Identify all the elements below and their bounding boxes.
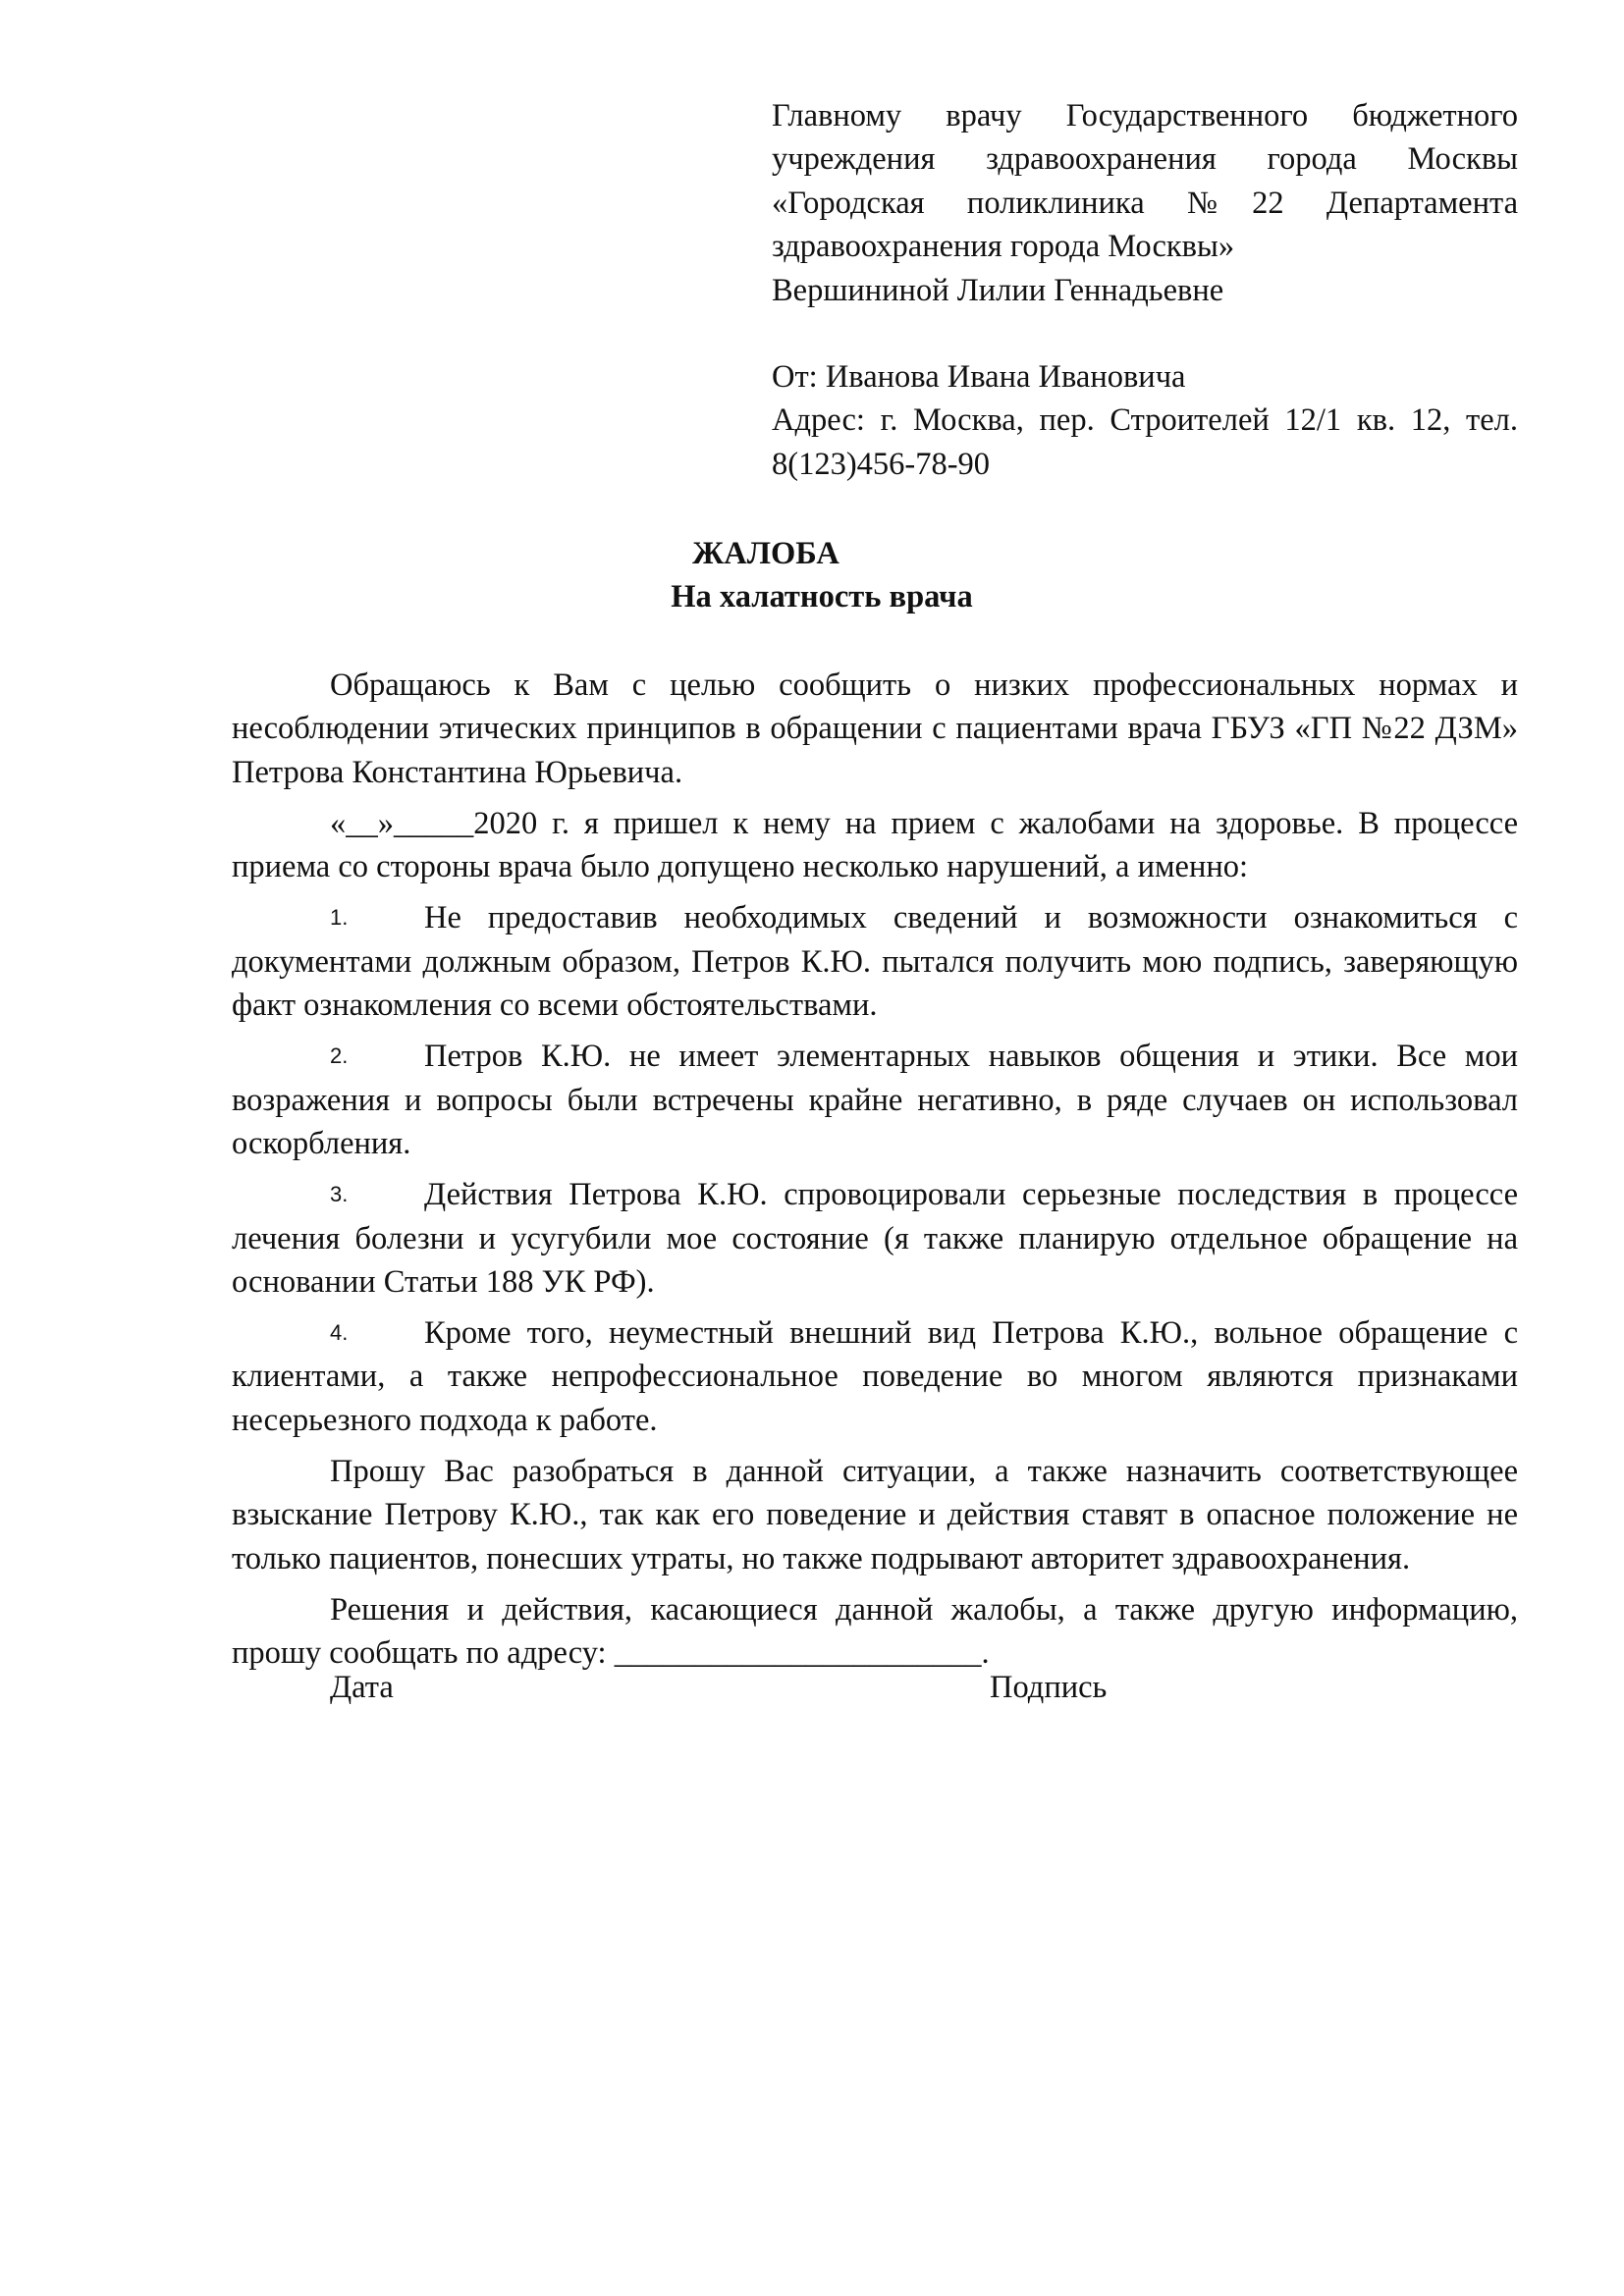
addressee-line: здравоохранения города Москвы» xyxy=(772,229,1235,265)
list-item xyxy=(232,1035,1518,1165)
paragraph: Обращаюсь к Вам с целью сообщить о низких профессиональных нормах и несоблюдении этических принципов в обращении с пациентами врача ГБУЗ «ГП №22 ДЗМ» Петрова Константина Юрьевича. xyxy=(232,667,1518,790)
list-item-text: Петров К.Ю. не имеет элементарных навыков общения и этики. Все мои возражения и вопросы были встречены крайне негативно, в ряде случаев он использовал оскорбления. xyxy=(232,1039,1518,1161)
addressee-name: Вершининой Лилии Геннадьевне xyxy=(772,272,1224,308)
sender-name: От: Иванова Ивана Ивановича xyxy=(772,359,1186,396)
list-item-number: 1. xyxy=(330,905,349,931)
list-item-number: 4. xyxy=(330,1320,349,1346)
list-item-number: 3. xyxy=(330,1182,349,1207)
list-item xyxy=(232,1173,1518,1304)
list-item-text: Не предоставив необходимых сведений и возможности ознакомиться с документами должным образом, Петров К.Ю. пытался получить мою подпись, заверяющую факт ознакомления со всеми обстоятельствами. xyxy=(232,900,1518,1024)
document-subtitle: На халатность врача xyxy=(671,579,973,614)
addressee-line: «Городская поликлиника №22 Департамента xyxy=(772,185,1518,221)
document-body xyxy=(232,664,1518,1683)
list-item-text: Кроме того, неуместный внешний вид Петрова К.Ю., вольное обращение с клиентами, а также непрофессиональное поведение во многом являются признаками несерьезного подхода к работе. xyxy=(232,1315,1518,1438)
signature-label: Подпись xyxy=(990,1670,1108,1705)
list-item xyxy=(232,1311,1518,1442)
addressee-line: учреждения здравоохранения города Москвы xyxy=(772,141,1518,178)
date-label: Дата xyxy=(330,1670,394,1705)
sender-phone: 8(123)456-78-90 xyxy=(772,446,991,482)
addressee-line: Главному врачу Государственного бюджетного xyxy=(772,98,1518,133)
addressee-block xyxy=(772,94,1518,486)
document-title: ЖАЛОБА xyxy=(692,536,839,571)
paragraph: Прошу Вас разобраться в данной ситуации, а также назначить соответствующее взыскание Петрову К.Ю., так как его поведение и действия ставят в опасное положение не только пациентов, понесших утраты, но также подрывают авторитет здравоохранения. xyxy=(232,1454,1518,1576)
list-item-text: Действия Петрова К.Ю. спровоцировали серьезные последствия в процессе лечения болезни и усугубили мое состояние (я также планирую отдельное обращение на основании Статьи 188 УК РФ). xyxy=(232,1177,1518,1300)
paragraph: Решения и действия, касающиеся данной жалобы, а также другую информацию, прошу сообщать по адресу: _______________________. xyxy=(232,1591,1518,1672)
list-item-number: 2. xyxy=(330,1043,349,1069)
sender-address: Адрес: г. Москва, пер. Строителей 12/1 кв. 12, тел. xyxy=(772,402,1518,439)
list-item xyxy=(232,896,1518,1027)
paragraph: «__»_____2020 г. я пришел к нему на прием с жалобами на здоровье. В процессе приема со стороны врача было допущено несколько нарушений, а именно: xyxy=(232,805,1518,885)
